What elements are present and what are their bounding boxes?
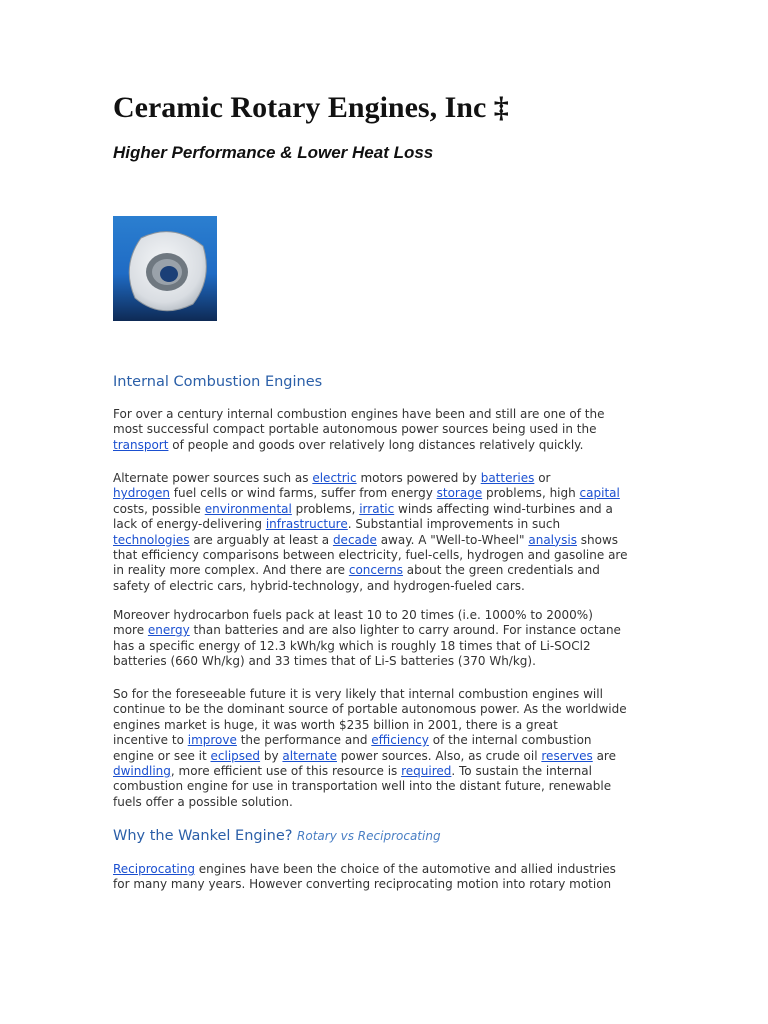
link-capital[interactable]: capital — [579, 486, 620, 501]
section-heading-internal-combustion: Internal Combustion Engines — [113, 374, 323, 390]
ceramic-rotor-photo — [113, 216, 217, 321]
link-energy[interactable]: energy — [147, 623, 190, 638]
paragraph-3: Moreover hydrocarbon fuels pack at least 10 to 20 times (i.e. 1000% to 2000%) more energy than batteries and are also lighter to carry around. For instance octane has a specific energy of 12.3 kWh/kg which is roughly 18 times that of Li-SOCl2 batteries (660 Wh/kg) and 33 times that of Li-S batteries (370 Wh/kg). — [113, 608, 621, 669]
link-reciprocating[interactable]: Reciprocating — [113, 862, 195, 876]
section-subheading-rotary-vs-reciprocating: Rotary vs Reciprocating — [297, 829, 441, 843]
section-heading-why-wankel: Why the Wankel Engine? Rotary vs Reciprocating — [113, 828, 441, 844]
link-required[interactable]: required — [401, 764, 452, 779]
paragraph-2: Alternate power sources such as electric motors powered by batteries or hydrogen fuel cells or wind farms, suffer from energy storage problems, high capital costs, possible environmental problems, irratic winds affecting wind-turbines and a lack of energy-delivering infrastructure. Substantial improvements in such technologies are arguably at least a decade away. A "Well-to-Wheel" analysis shows that efficiency comparisons between electricity, fuel-cells, hydrogen and gasoline are in reality more complex. And there are concerns about the green credentials and safety of electric cars, hybrid-technology, and hydrogen-fueled cars. — [113, 471, 628, 593]
link-technologies[interactable]: technologies — [113, 532, 190, 547]
link-decade[interactable]: decade — [332, 532, 377, 547]
link-environmental[interactable]: environmental — [204, 501, 292, 516]
paragraph-4: So for the foreseeable future it is very likely that internal combustion engines will continue to be the dominant source of portable autonomous power. As the worldwide engines market is huge, it was worth $235 billion in 2001, there is a great incentive to improve the performance and efficiency of the internal combustion engine or see it eclipsed by alternate power sources. Also, as crude oil reserves are dwindling, more efficient use of this resource is required. To sustain the internal combustion engine for use in transportation well into the distant future, renewable fuels offer a possible solution. — [113, 687, 627, 809]
link-hydrogen[interactable]: hydrogen — [113, 486, 170, 501]
link-irratic[interactable]: irratic — [359, 501, 395, 516]
link-concerns[interactable]: concerns — [348, 563, 403, 578]
link-electric[interactable]: electric — [312, 471, 357, 485]
link-efficiency[interactable]: efficiency — [371, 733, 429, 748]
link-eclipsed[interactable]: eclipsed — [210, 748, 261, 763]
link-improve[interactable]: improve — [187, 733, 237, 748]
link-infrastructure[interactable]: infrastructure — [265, 517, 348, 532]
link-alternate[interactable]: alternate — [282, 748, 337, 763]
link-storage[interactable]: storage — [436, 486, 483, 501]
link-dwindling[interactable]: dwindling — [113, 764, 171, 779]
page-subtitle: Higher Performance & Lower Heat Loss — [113, 143, 434, 162]
paragraph-1: For over a century internal combustion engines have been and still are one of the most successful compact portable autonomous power sources being used in the transport of people and goods over relatively long distances relatively quickly. — [113, 407, 605, 452]
link-reserves[interactable]: reserves — [541, 748, 593, 763]
paragraph-5: Reciprocating engines have been the choice of the automotive and allied industries for many many years. However converting reciprocating motion into rotary motion — [113, 862, 616, 892]
link-transport[interactable]: transport — [113, 437, 169, 452]
link-analysis[interactable]: analysis — [528, 532, 577, 547]
link-batteries[interactable]: batteries — [480, 471, 535, 485]
page-title: Ceramic Rotary Engines, Inc ‡ — [113, 91, 509, 124]
